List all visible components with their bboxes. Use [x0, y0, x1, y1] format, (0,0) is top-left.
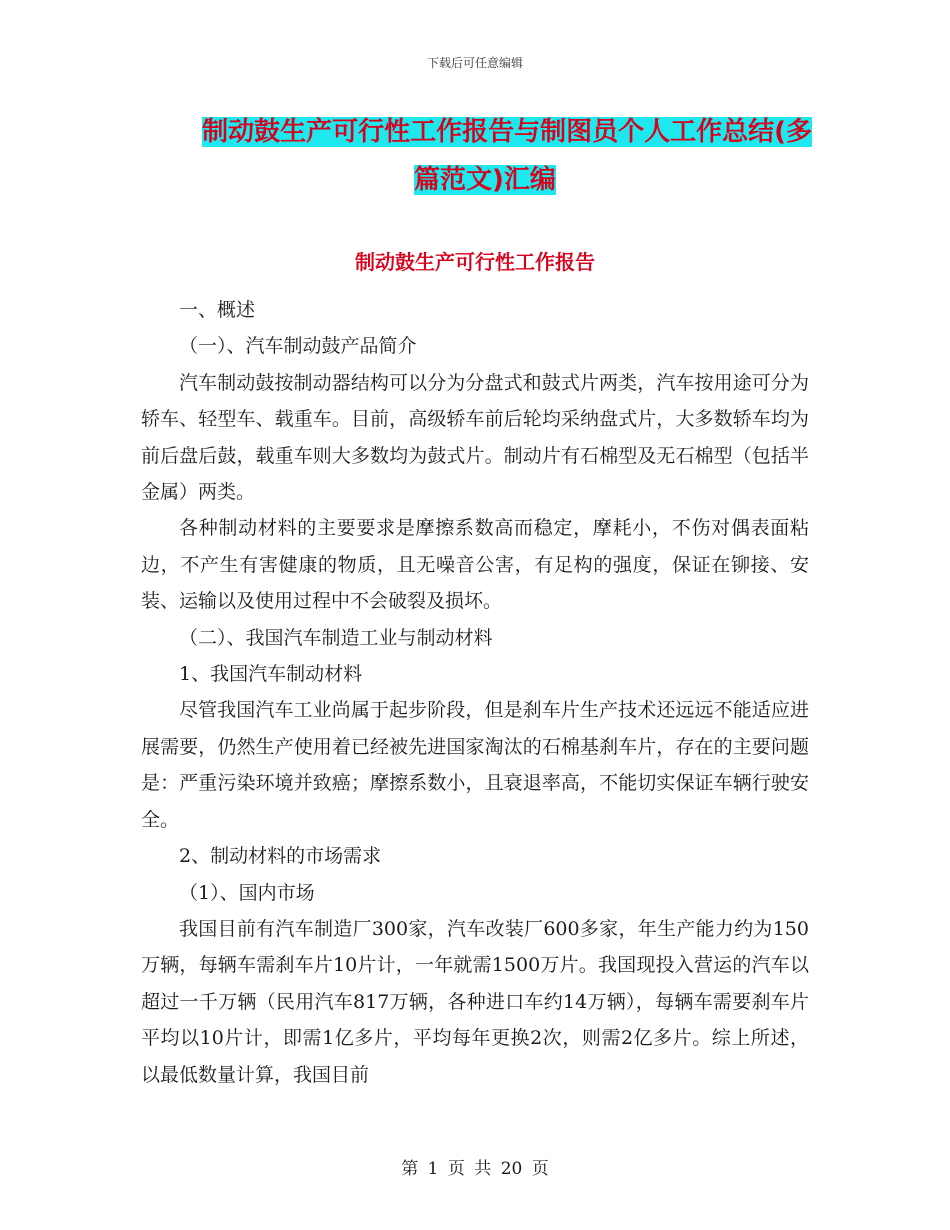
page-number: 第 1 页 共 20 页 [401, 1159, 549, 1179]
document-title-line-1 [140, 108, 830, 156]
title-highlight-1: 制动鼓生产可行性工作报告与制图员个人工作总结(多 [202, 117, 812, 147]
document-title-line-2 [140, 156, 830, 204]
document-title [140, 108, 830, 204]
document-body [141, 292, 809, 1093]
paragraph-product-types: 汽车制动鼓按制动器结构可以分为分盘式和鼓式片两类，汽车按用途可分为轿车、轻型车、载重车。目前，高级轿车前后轮均采纳盘式片，大多数轿车均为前后盘后鼓，载重车则大多数均为鼓式片。制动片有石棉型及无石棉型（包括半金属）两类。 [141, 371, 809, 504]
section-title: 制动鼓生产可行性工作报告 [355, 250, 595, 274]
title-highlight-2: 篇范文)汇编 [414, 165, 556, 195]
subheading-domestic-materials: 1、我国汽车制动材料 [179, 663, 363, 686]
page-header-note: 下载后可任意编辑 [426, 56, 523, 70]
heading-overview: 一、概述 [179, 299, 256, 321]
paragraph-material-requirements: 各种制动材料的主要要求是摩擦系数高而稳定，摩耗小，不伤对偶表面粘边，不产生有害健康的物质，且无噪音公害，有足构的强度，保证在铆接、安装、运输以及使用过程中不会破裂及损坏。 [141, 517, 809, 613]
subheading-domestic-market: （1）、国内市场 [179, 881, 315, 904]
paragraph-industry-problems: 尽管我国汽车工业尚属于起步阶段，但是刹车片生产技术还远远不能适应进展需要，仍然生产使用着已经被先进国家淘汰的石棉基刹车片，存在的主要问题是：严重污染环境并致癌；摩擦系数小，且衰退率高，不能切实保证车辆行驶安全。 [141, 699, 809, 831]
subheading-industry: （二）、我国汽车制造工业与制动材料 [179, 626, 493, 649]
subheading-market-demand: 2、制动材料的市场需求 [179, 845, 382, 868]
paragraph-market-figures: 我国目前有汽车制造厂300家，汽车改装厂600多家，年生产能力约为150万辆，每辆车需刹车片10片计，一年就需1500万片。我国现投入营运的汽车以超过一千万辆（民用汽车817万辆，各种进口车约14万辆），每辆车需要刹车片平均以10片计，即需1亿多片，平均每年更换2次，则需2亿多片。综上所述，以最低数量计算，我国目前 [141, 917, 809, 1086]
subheading-product-intro: （一）、汽车制动鼓产品简介 [179, 335, 417, 358]
